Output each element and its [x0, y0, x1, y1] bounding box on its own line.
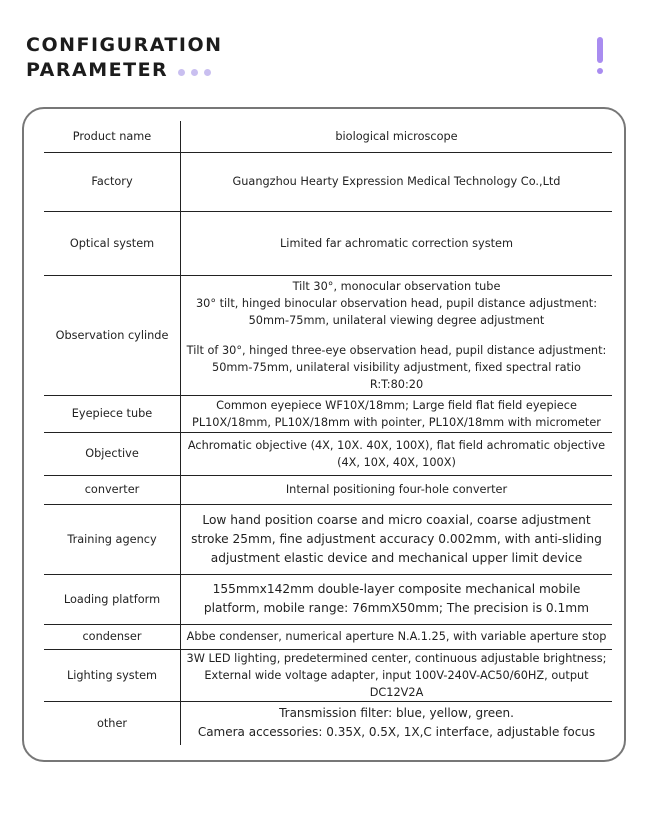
- row-key: Factory: [44, 152, 181, 211]
- table-row: [44, 211, 612, 275]
- row-value: Abbe condenser, numerical aperture N.A.1.25, with variable aperture stop: [181, 624, 613, 649]
- table-row: [44, 504, 612, 574]
- row-key: Objective: [44, 432, 181, 475]
- table-row: [44, 121, 612, 152]
- parameter-card: [22, 107, 626, 762]
- row-value: 155mmx142mm double-layer composite mechanical mobile platform, mobile range: 76mmX50mm; The precision is 0.1mm: [181, 574, 613, 624]
- row-value: Transmission filter: blue, yellow, green. Camera accessories: 0.35X, 0.5X, 1X,C interface, adjustable focus: [197, 706, 596, 740]
- page-title: [26, 33, 223, 83]
- row-value: Low hand position coarse and micro coaxial, coarse adjustment stroke 25mm, fine adjustment accuracy 0.002mm, with anti-sliding adjustment elastic device and mechanical upper limit device: [181, 504, 613, 574]
- table-row: [44, 475, 612, 504]
- title-line-1: CONFIGURATION: [26, 34, 223, 56]
- row-value: Tilt 30°, monocular observation tube 30° tilt, hinged binocular observation head, pupil distance adjustment: 50mm-75mm, unilateral viewing degree adjustment Tilt of 30°, hinged three-eye observation head, pupil distance adjustment: 50mm-75mm, unilateral visibility adjustment, fixed spectral ratio R:T:80:20: [181, 275, 613, 395]
- table-row: [44, 152, 612, 211]
- row-key: Training agency: [44, 504, 181, 574]
- row-value: Achromatic objective (4X, 10X. 40X, 100X), flat field achromatic objective (4X, 10X, 40X, 100X): [181, 432, 613, 475]
- dots-decoration-icon: [178, 58, 217, 83]
- exclamation-accent-icon: [597, 37, 603, 77]
- title-line-2-text: PARAMETER: [26, 59, 169, 81]
- title-line-2: [26, 58, 223, 83]
- table-row: [44, 275, 612, 395]
- table-row: [44, 432, 612, 475]
- row-value: biological microscope: [181, 121, 613, 152]
- table-row: [44, 649, 612, 701]
- row-key: Loading platform: [44, 574, 181, 624]
- table-row: [44, 395, 612, 432]
- row-key: Lighting system: [44, 649, 181, 701]
- row-value: Guangzhou Hearty Expression Medical Technology Co.,Ltd: [181, 152, 613, 211]
- row-value: 3W LED lighting, predetermined center, continuous adjustable brightness; External wide voltage adapter, input 100V-240V-AC50/60HZ, output DC12V2A: [181, 649, 613, 701]
- table-row: [44, 624, 612, 649]
- row-key: Observation cylinde: [44, 275, 181, 395]
- row-key: converter: [44, 475, 181, 504]
- row-key: Product name: [44, 121, 181, 152]
- row-value: Common eyepiece WF10X/18mm; Large field flat field eyepiece PL10X/18mm, PL10X/18mm with pointer, PL10X/18mm with micrometer: [181, 395, 613, 432]
- row-key: Optical system: [44, 211, 181, 275]
- row-value: Limited far achromatic correction system: [181, 211, 613, 275]
- row-key: other: [44, 701, 181, 745]
- row-key: Eyepiece tube: [44, 395, 181, 432]
- row-value: Internal positioning four-hole converter: [181, 475, 613, 504]
- table-row: [44, 701, 612, 745]
- table-row: [44, 574, 612, 624]
- parameter-table: [44, 121, 612, 745]
- row-key: condenser: [44, 624, 181, 649]
